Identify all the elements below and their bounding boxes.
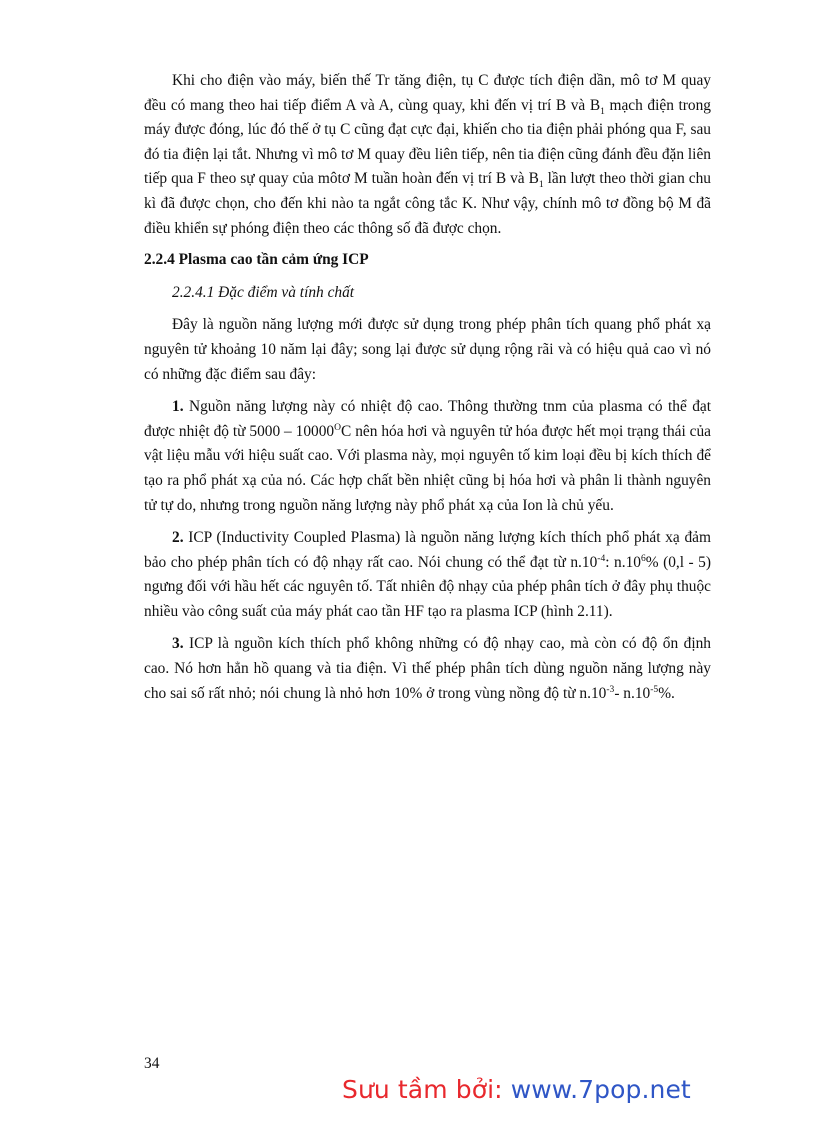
- point-3-text-2: - n.10: [614, 684, 651, 702]
- page-number: 34: [144, 1055, 160, 1072]
- intro-text-3: lần lượt theo thời gian chu kì đã được chọn, cho đến khi nào ta ngắt công tắc K. Như vậy, chính mô tơ đồng bộ M đã điều khiển sự phóng điện theo các thông số đã được chọn.: [144, 170, 712, 237]
- point-2-exponent-2: 6: [640, 552, 646, 564]
- watermark-label: Sưu tầm bởi:: [342, 1075, 511, 1104]
- point-1-text-2: C nên hóa hơi và nguyên tử hóa được hết mọi trạng thái của vật liệu mẫu với hiệu suất cao. Với plasma này, mọi nguyên tố kim loại đều bị kích thích để tạo ra phổ phát xạ của nó. Các hợp chất bền nhiệt cũng bị hóa hơi và phân li thành nguyên tử tự do, nhưng trong nguồn năng lượng này phổ phát xạ của Ion là chủ yếu.: [144, 422, 712, 514]
- point-3-paragraph: [144, 632, 711, 706]
- point-3-text-3: %.: [658, 684, 675, 702]
- subscript-b1-second: 1: [538, 179, 544, 191]
- point-1-paragraph: [144, 395, 711, 518]
- intro-text-2: mạch điện trong máy được đóng, lúc đó thế ở tụ C cũng đạt cực đại, khiến cho tia điện phải phóng qua F, sau đó tia điện lại tắt. Nhưng vì mô tơ M quay đều liên tiếp, nên tia điện cũng đánh đều đặn liên tiếp qua F theo sự quay của môtơ M tuần hoàn đến vị trí B và B: [144, 96, 712, 188]
- overview-paragraph: Đây là nguồn năng lượng mới được sử dụng trong phép phân tích quang phổ phát xạ nguyên tử khoảng 10 năm lại đây; song lại được sử dụng rộng rãi và có hiệu quả cao vì nó có những đặc điểm sau đây:: [144, 316, 711, 383]
- point-2-paragraph: [144, 526, 711, 624]
- point-2-exponent-1: -4: [597, 552, 606, 564]
- point-2-text-2: : n.10: [605, 553, 641, 571]
- body-text: [144, 69, 711, 706]
- point-3-exponent-1: -3: [606, 683, 615, 695]
- subscript-b1-first: 1: [600, 105, 605, 117]
- point-3-exponent-2: -5: [650, 683, 659, 695]
- intro-paragraph: [144, 69, 711, 241]
- point-2-text-1: ICP (Inductivity Coupled Plasma) là nguồn năng lượng kích thích phổ phát xạ đảm bảo cho phép phân tích có độ nhạy rất cao. Nói chung có thể đạt từ n.10: [144, 529, 711, 571]
- point-1-degree-sup: O: [334, 421, 342, 433]
- subsection-heading: 2.2.4.1 Đặc điểm và tính chất: [172, 283, 355, 301]
- watermark: [342, 1075, 691, 1104]
- watermark-url: www.7pop.net: [510, 1075, 691, 1104]
- point-1-number: 1.: [172, 398, 184, 416]
- point-3-text-1: ICP là nguồn kích thích phổ không những có độ nhạy cao, mà còn có độ ổn định cao. Nó hơn hẳn hồ quang và tia điện. Vì thế phép phân tích dùng nguồn năng lượng này cho sai số rất nhỏ; nói chung là nhỏ hơn 10% ở trong vùng nồng độ từ n.10: [144, 635, 711, 702]
- point-3-number: 3.: [172, 635, 184, 653]
- point-1-text-1: Nguồn năng lượng này có nhiệt độ cao. Thông thường tnm của plasma có thể đạt được nhiệt độ từ 5000 – 10000: [144, 398, 711, 440]
- intro-text-1: Khi cho điện vào máy, biến thế Tr tăng điện, tụ C được tích điện dần, mô tơ M quay đều có mang theo hai tiếp điểm A và A, cùng quay, khi đến vị trí B và B: [144, 72, 711, 114]
- point-2-number: 2.: [172, 529, 184, 547]
- point-2-text-3: % (0,l - 5) ngưng đối với hầu hết các nguyên tố. Tất nhiên độ nhạy của phép phân tích ở đây phụ thuộc nhiều vào công suất của máy phát cao tần HF tạo ra plasma ICP (hình 2.11).: [144, 553, 711, 620]
- section-heading: 2.2.4 Plasma cao tần cảm ứng ICP: [144, 251, 369, 269]
